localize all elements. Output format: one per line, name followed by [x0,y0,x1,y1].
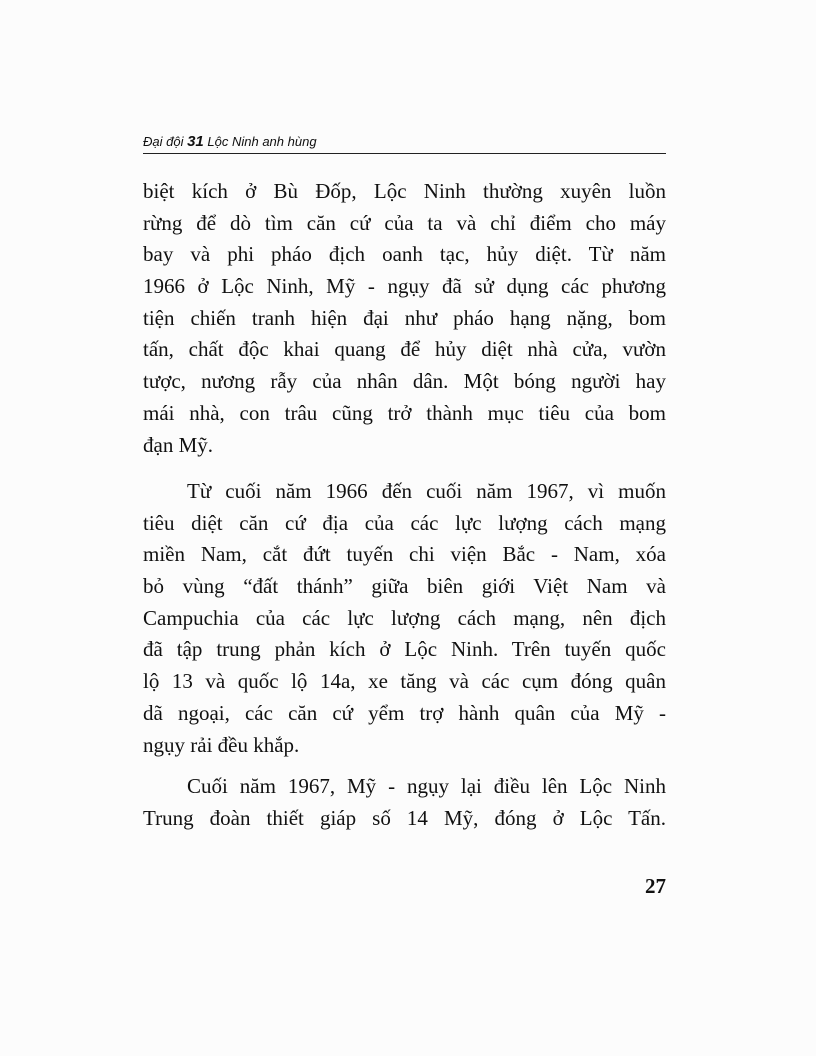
text-line: ngụy rải đều khắp. [143,732,300,757]
text-line: Cuối năm 1967, Mỹ - ngụy lại điều lên Lộc Ninh [187,774,666,798]
text-line: tược, nương rẫy của nhân dân. Một bóng người hay [143,369,666,394]
text-line: tấn, chất độc khai quang để hủy diệt nhà cửa, vườn [143,337,666,362]
text-line: biệt kích ở Bù Đốp, Lộc Ninh thường xuyên luồn [143,179,666,203]
header-title: Lộc Ninh anh hùng [207,134,317,149]
text-line: bay và phi pháo địch oanh tạc, hủy diệt. Từ năm [143,242,666,267]
text-line: đã tập trung phản kích ở Lộc Ninh. Trên tuyến quốc [143,637,666,662]
paragraph-1 [143,176,666,461]
text-line: 1966 ở Lộc Ninh, Mỹ - ngụy đã sử dụng các phương [143,274,666,299]
text-line: mái nhà, con trâu cũng trở thành mục tiêu của bom [143,400,666,425]
text-line: đạn Mỹ. [143,432,213,457]
header-number: 31 [187,133,204,150]
header-prefix: Đại đội [143,134,184,149]
text-line: miền Nam, cắt đứt tuyến chi viện Bắc - Nam, xóa [143,542,666,567]
running-header [143,133,666,154]
paragraph-2 [143,476,666,761]
text-line: tiêu diệt căn cứ địa của các lực lượng cách mạng [143,510,666,535]
text-line: lộ 13 và quốc lộ 14a, xe tăng và các cụm đóng quân [143,669,666,694]
text-line: bỏ vùng “đất thánh” giữa biên giới Việt Nam và [143,574,666,599]
paragraph-3 [143,771,666,834]
text-line: tiện chiến tranh hiện đại như pháo hạng nặng, bom [143,305,666,330]
text-line: Từ cuối năm 1966 đến cuối năm 1967, vì muốn [187,479,666,503]
text-line: dã ngoại, các căn cứ yểm trợ hành quân của Mỹ - [143,700,666,725]
text-line: Campuchia của các lực lượng cách mạng, nên địch [143,605,666,630]
text-line: rừng để dò tìm căn cứ của ta và chỉ điểm cho máy [143,210,666,235]
page-number: 27 [645,874,666,898]
text-line: Trung đoàn thiết giáp số 14 Mỹ, đóng ở Lộc Tấn. [143,805,666,830]
